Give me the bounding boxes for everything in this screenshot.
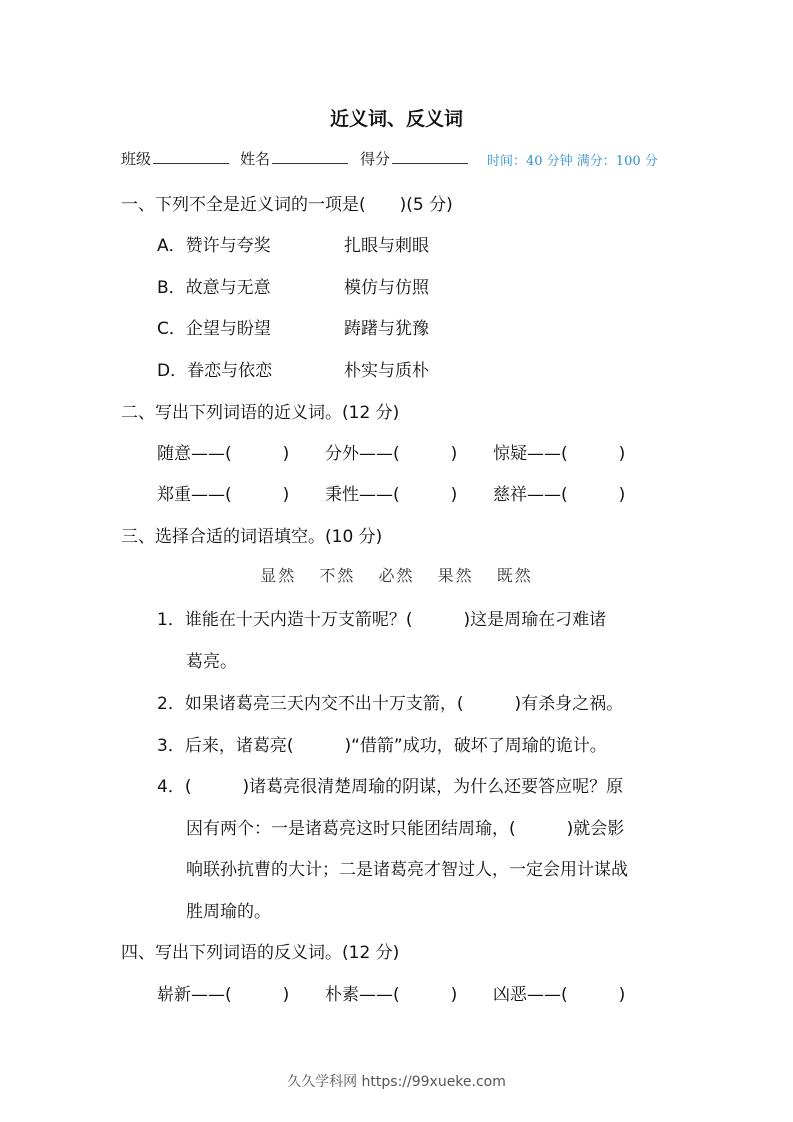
option-c-right: 踌躇与犹豫 bbox=[344, 319, 429, 339]
synonym-item: 秉性——( ) bbox=[325, 485, 458, 505]
question-1-line-1: 1．谁能在十天内造十万支箭呢？( )这是周瑜在刁难诸 bbox=[157, 610, 607, 630]
time-info: 时间：40 分钟 满分：100 分 bbox=[487, 154, 658, 169]
class-field bbox=[121, 148, 229, 169]
word-bank bbox=[0, 563, 793, 586]
name-blank bbox=[272, 149, 348, 164]
question-2: 2．如果诸葛亮三天内交不出十万支箭，( )有杀身之祸。 bbox=[157, 694, 624, 714]
question-4-line-2: 因有两个：一是诸葛亮这时只能团结周瑜，( )就会影 bbox=[186, 819, 625, 839]
synonym-item: 慈祥——( ) bbox=[493, 485, 626, 505]
option-a-left: A．赞许与夸奖 bbox=[157, 236, 271, 256]
option-b-right: 模仿与仿照 bbox=[344, 278, 429, 298]
option-a-right: 扎眼与刺眼 bbox=[344, 236, 429, 256]
section-1-heading: 一、下列不全是近义词的一项是( )(5 分) bbox=[121, 195, 453, 215]
name-field bbox=[240, 148, 348, 169]
score-field bbox=[360, 148, 468, 169]
synonym-item: 分外——( ) bbox=[325, 444, 458, 464]
word-bank-item: 必然 bbox=[378, 566, 415, 585]
word-bank-item: 既然 bbox=[496, 566, 533, 585]
word-bank-item: 果然 bbox=[437, 566, 474, 585]
score-label: 得分 bbox=[360, 150, 391, 168]
class-blank bbox=[153, 149, 229, 164]
section-3-heading: 三、选择合适的词语填空。(10 分) bbox=[121, 527, 383, 547]
synonym-item: 惊疑——( ) bbox=[493, 444, 626, 464]
word-bank-item: 不然 bbox=[319, 566, 356, 585]
option-b-left: B．故意与无意 bbox=[157, 278, 271, 298]
question-3: 3．后来，诸葛亮( )“借箭”成功，破坏了周瑜的诡计。 bbox=[157, 736, 607, 756]
question-4-line-4: 胜周瑜的。 bbox=[186, 902, 271, 922]
question-1-line-2: 葛亮。 bbox=[186, 652, 237, 672]
page-title: 近义词、反义词 bbox=[329, 108, 463, 130]
section-4-heading: 四、写出下列词语的反义词。(12 分) bbox=[121, 943, 400, 963]
score-blank bbox=[392, 149, 468, 164]
synonym-item: 郑重——( ) bbox=[157, 485, 290, 505]
class-label: 班级 bbox=[121, 150, 152, 168]
antonym-item: 凶恶——( ) bbox=[493, 985, 626, 1005]
option-c-left: C．企望与盼望 bbox=[157, 319, 271, 339]
question-4-line-1: 4．( )诸葛亮很清楚周瑜的阴谋，为什么还要答应呢？原 bbox=[157, 777, 624, 797]
antonym-item: 崭新——( ) bbox=[157, 985, 290, 1005]
footer-watermark: 久久学科网 https://99xueke.com bbox=[287, 1074, 506, 1090]
name-label: 姓名 bbox=[240, 150, 271, 168]
question-4-line-3: 响联孙抗曹的大计；二是诸葛亮才智过人，一定会用计谋战 bbox=[186, 860, 628, 880]
synonym-item: 随意——( ) bbox=[157, 444, 290, 464]
section-2-heading: 二、写出下列词语的近义词。(12 分) bbox=[121, 403, 400, 423]
word-bank-item: 显然 bbox=[260, 566, 297, 585]
antonym-item: 朴素——( ) bbox=[325, 985, 458, 1005]
option-d-right: 朴实与质朴 bbox=[344, 361, 429, 381]
option-d-left: D．眷恋与依恋 bbox=[157, 361, 273, 381]
